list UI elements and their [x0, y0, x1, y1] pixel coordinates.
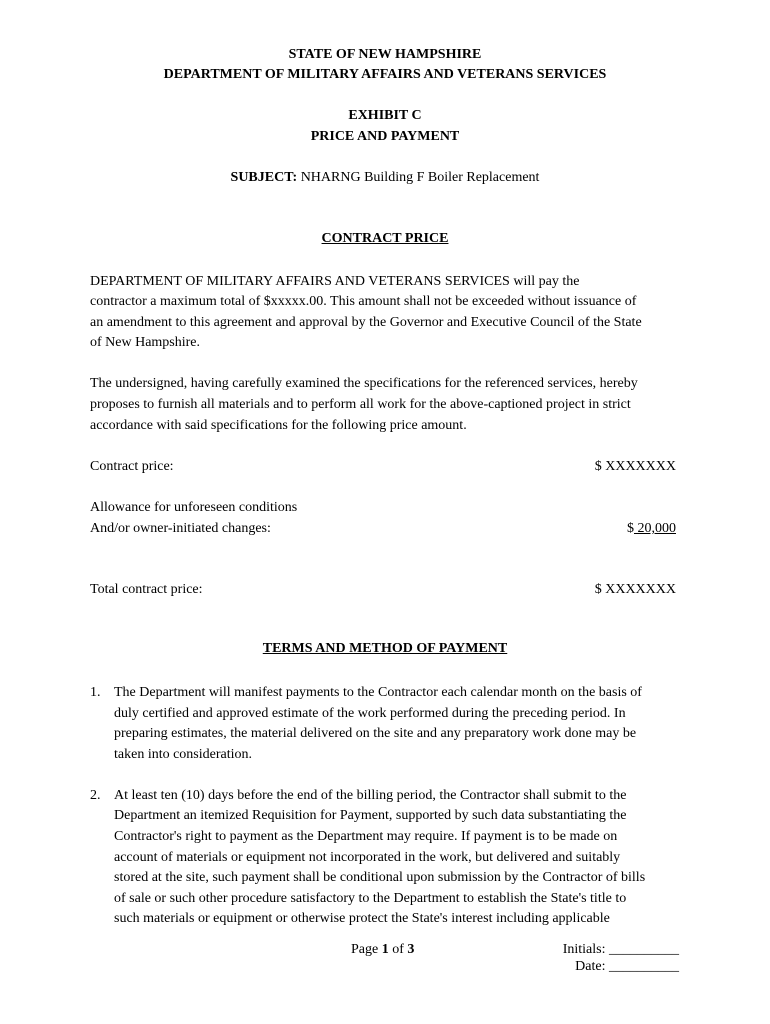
- state-title: STATE OF NEW HAMPSHIRE: [288, 47, 482, 62]
- para1-line: an amendment to this agreement and approval by the Governor and Executive Council of the State: [90, 315, 642, 330]
- list-number: 1.: [90, 685, 101, 700]
- total-price-label: Total contract price:: [90, 582, 203, 597]
- subject-line: [0, 170, 770, 186]
- para1-line: of New Hampshire.: [90, 335, 201, 350]
- initials-field: [563, 942, 679, 958]
- contract-price-label: Contract price:: [90, 459, 174, 474]
- term-line: account of materials or equipment not incorporated in the work, but delivered and suitably: [114, 850, 621, 865]
- term-line: At least ten (10) days before the end of the billing period, the Contractor shall submit to the: [114, 788, 627, 803]
- term-line: stored at the site, such payment shall be conditional upon submission by the Contractor of bills: [114, 870, 646, 885]
- para2-line: proposes to furnish all materials and to perform all work for the above-captioned project in strict: [90, 397, 631, 412]
- term-line: duly certified and approved estimate of the work performed during the preceding period. In: [114, 706, 626, 721]
- page-number: [351, 942, 414, 958]
- initials-blank: __________: [609, 942, 679, 957]
- term-line: preparing estimates, the material delivered on the site and any preparatory work done may be: [114, 726, 637, 741]
- allowance-amount: 20,000: [634, 521, 676, 536]
- term-line: of sale or such other procedure satisfactory to the Department to establish the State's title to: [114, 891, 627, 906]
- term-line: taken into consideration.: [114, 747, 253, 762]
- page-total: 3: [407, 942, 415, 957]
- term-line: Department an itemized Requisition for Payment, supported by such data substantiating the: [114, 808, 627, 823]
- subject-value: NHARNG Building F Boiler Replacement: [300, 170, 540, 185]
- para1-line: contractor a maximum total of $xxxxx.00. This amount shall not be exceeded without issuance of: [90, 294, 637, 309]
- allowance-label-2: And/or owner-initiated changes:: [90, 521, 271, 536]
- para2-line: The undersigned, having carefully examined the specifications for the referenced services, hereby: [90, 376, 638, 391]
- allowance-currency: $: [627, 521, 634, 536]
- para1-line: DEPARTMENT OF MILITARY AFFAIRS AND VETERANS SERVICES will pay the: [90, 274, 580, 289]
- contract-price-heading: CONTRACT PRICE: [321, 231, 449, 246]
- page-current: 1: [381, 942, 389, 957]
- date-field: [575, 959, 679, 975]
- department-title: DEPARTMENT OF MILITARY AFFAIRS AND VETERANS SERVICES: [163, 67, 607, 82]
- terms-heading: TERMS AND METHOD OF PAYMENT: [262, 641, 508, 656]
- list-number: 2.: [90, 788, 101, 803]
- total-price-value: $ XXXXXXX: [594, 582, 676, 597]
- contract-price-value: $ XXXXXXX: [594, 459, 676, 474]
- term-line: The Department will manifest payments to the Contractor each calendar month on the basis of: [114, 685, 642, 700]
- subject-label: SUBJECT:: [230, 170, 298, 185]
- date-label: Date:: [575, 959, 606, 974]
- allowance-value: [627, 519, 676, 539]
- initials-label: Initials:: [562, 942, 606, 957]
- page-word: Page: [351, 942, 379, 957]
- exhibit-title: EXHIBIT C: [348, 108, 422, 123]
- term-line: such materials or equipment or otherwise protect the State's interest including applicable: [114, 911, 610, 926]
- date-blank: __________: [609, 959, 679, 974]
- para2-line: accordance with said specifications for the following price amount.: [90, 418, 467, 433]
- page-of: of: [392, 942, 404, 957]
- allowance-label-1: Allowance for unforeseen conditions: [90, 500, 298, 515]
- term-line: Contractor's right to payment as the Department may require. If payment is to be made on: [114, 829, 618, 844]
- exhibit-subtitle: PRICE AND PAYMENT: [310, 129, 460, 144]
